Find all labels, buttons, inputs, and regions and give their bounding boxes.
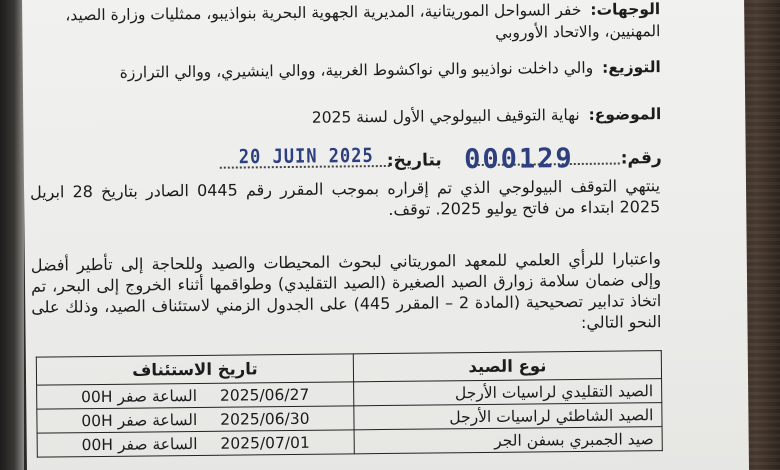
paragraph-corrective-measures: واعتبارا للرأي العلمي للمعهد الموريتاني لبحوث المحيطات والصيد وللحاجة إلى تأطير أفضل وإلى ضمان سلامة زوارق الصيد الصغيرة (الصيد التقليدي) وطواقمها أثناء الخروج إلى البحر، تم اتخاذ تدابير تصحيحية (المادة 2 – المقرر 445) على الجدول الزمني لاستئناف الصيد، وذلك على النحو التالي: xyxy=(30,249,662,332)
recipients-label: الوجهات: xyxy=(590,0,661,19)
official-letter xyxy=(22,0,749,470)
reference-date-label: بتاريخ: xyxy=(386,150,442,171)
fishing-type-cell: صيد الجمبري بسفن الجر xyxy=(354,427,662,454)
distribution-text: والي داخلت نواذيبو والي نواكشوط الغربية، ووالي اينشيري، ووالي الترارزة xyxy=(119,58,594,82)
subject-line xyxy=(312,104,662,128)
reference-number-stamp: 000129 xyxy=(464,143,574,176)
fishing-type-cell: الصيد التقليدي لراسيات الأرجل xyxy=(354,379,662,406)
recipients-text: خفر السواحل الموريتانية، المديرية الجهوية البحرية بنواذيبو، ممثليات وزارة الصيد، xyxy=(65,0,582,25)
resumption-date-cell xyxy=(37,430,354,457)
time-value: الساعة صفر 00H xyxy=(80,386,198,406)
time-value: الساعة صفر 00H xyxy=(81,434,198,454)
date-value: 2025/06/27 xyxy=(219,385,310,405)
date-stamp: 20 JUIN 2025 xyxy=(238,144,374,170)
reference-number-label: رقم: xyxy=(620,148,662,169)
distribution-label: التوزيع: xyxy=(601,58,661,77)
subject-text: نهاية التوقيف البيولوجي الأول لسنة 2025 xyxy=(311,105,580,127)
fishing-type-cell: الصيد الشاطئي لراسيات الأرجل xyxy=(354,403,662,430)
table-row xyxy=(37,427,662,458)
distribution-line xyxy=(120,57,661,83)
column-header-fishing-type: نوع الصيد xyxy=(353,351,661,382)
paragraph-end-of-stop: ينتهي التوقف البيولوجي الذي تم إقراره بموجب المقرر رقم 0445 الصادر بتاريخ 28 ابريل 2025 ابتداء من فاتح يوليو 2025. توقف. xyxy=(29,176,661,219)
time-value: الساعة صفر 00H xyxy=(81,410,198,430)
left-shadow-edge xyxy=(0,0,24,470)
column-header-resumption-date: تاريخ الاستئناف xyxy=(36,354,353,385)
date-value: 2025/06/30 xyxy=(220,409,310,429)
recipients-line-2: المهنيين، والاتحاد الأوروبي xyxy=(495,22,661,42)
subject-label: الموضوع: xyxy=(588,105,662,124)
resumption-date-cell xyxy=(37,382,354,409)
resumption-schedule-table xyxy=(36,350,663,458)
date-value: 2025/07/01 xyxy=(220,433,310,453)
resumption-date-cell xyxy=(37,406,354,433)
